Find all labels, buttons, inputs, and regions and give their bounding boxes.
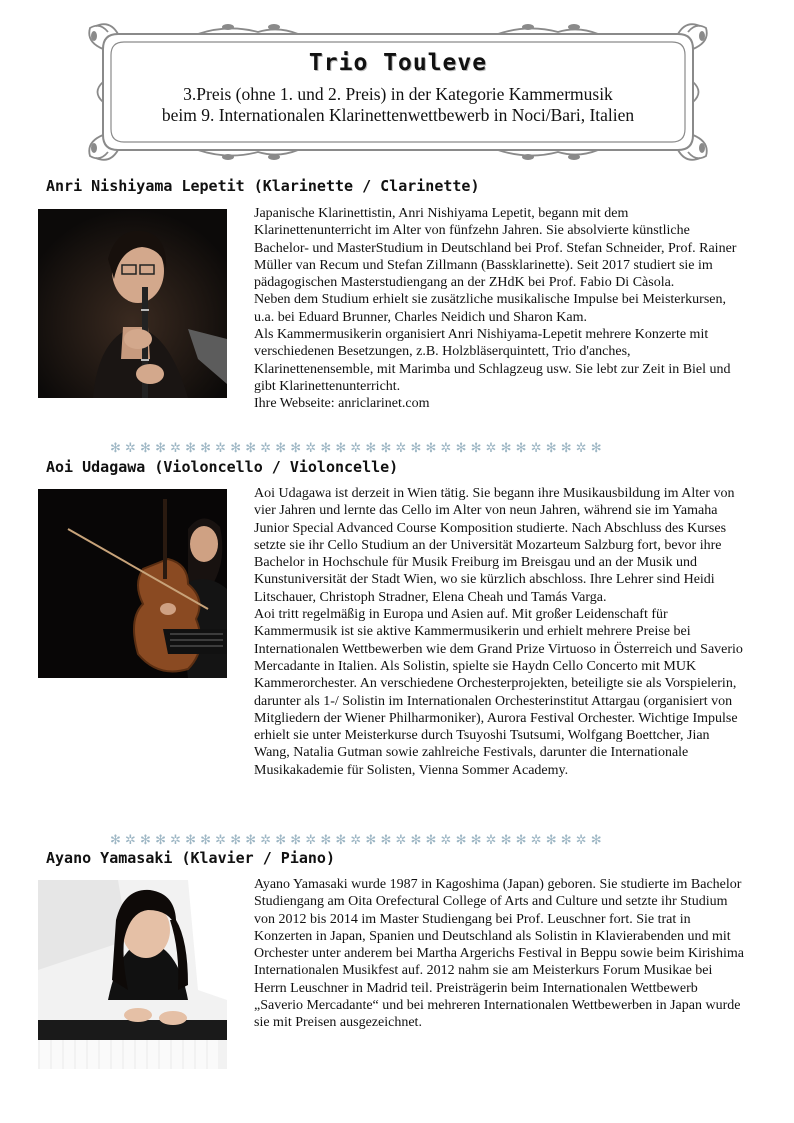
page-title: Trio Touleve bbox=[308, 50, 488, 76]
bio-paragraph: Aoi tritt regelmäßig in Europa und Asien auf. Mit großer Leidenschaft für Kammermusik ist sie aktive Kammermusikerin und erhielt mehrere Preise bei Internationalen Wettbewerben wie dem Grand Prize Virtuoso in Österreich und Saverio Mercadante in Italien. Als Solistin, spielte sie Haydn Cello Concerto mit MUK Kammerorchester. An verschiedene Orchesterprojekten, beteiligte sie als Vorspielerin, darunter als 1-/ Solistin im Internationalen Orchesterinstitut Attargau (organisiert von Mitgliedern der Wiener Philharmoniker), Aurora Festival Orchester. Wichtige Impulse erhielt sie unter Meisterkurse durch Tsuyoshi Tsutsumi, Wolfgang Boettcher, Jian Wang, Natalia Gutman sowie zahlreiche Festivals, darunter die Internationale Musikakademie für Solisten, Vienna Sommer Academy. bbox=[254, 607, 743, 778]
bio-paragraph: Aoi Udagawa ist derzeit in Wien tätig. Sie begann ihre Musikausbildung im Alter von vier Jahren und lernte das Cello im Alter von neun Jahren, während sie im Yamaha Junior Special Advanced Course Komposition studierte. Nach Abschluss des Kurses setzte sie ihr Cello Studium an der Universität Mozarteum Salzburg fort, bevor ihre Bachelor in Hochschule für Musik Freiburg im Breisgau und an der Musik und Kunstuniversität der Stadt Wien, wo sie kürzlich abschloss. Ihre Lehrer sind Heidi Litschauer, Christoph Stradner, Elena Cheah und Tamás Varga. bbox=[254, 486, 735, 605]
snowflake-row-icon bbox=[110, 441, 690, 455]
section-heading-piano: Ayano Yamasaki (Klavier / Piano) bbox=[46, 849, 335, 867]
cellist-photo-icon bbox=[38, 489, 227, 678]
svg-text:✻ ✲ ✻ ✻ ✲ ✻ ✻ ✲ ✻ ✻ ✲ ✻ ✻ ✲ ✻: ✻ ✲ ✻ ✻ ✲ ✻ ✻ ✲ ✻ ✻ ✲ ✻ ✻ ✲ ✻ ✻ ✲ ✻ ✻ ✲ ✻ ✻ ✲ ✻ ✻ ✲ ✻ ✻ ✲ ✻ ✻ ✲ ✻ bbox=[110, 441, 602, 455]
photo-pianist bbox=[38, 880, 227, 1069]
subtitle-line: 3.Preis (ohne 1. und 2. Preis) in der Kategorie Kammermusik bbox=[183, 84, 613, 104]
bio-paragraph: Als Kammermusikerin organisiert Anri Nishiyama-Lepetit mehrere Konzerte mit verschiedenen Besetzungen, z.B. Holzbläserquintett, Trio d'anches, Klarinettenensemble, mit Marimba und Schlagzeug usw. Sie lebt zur Zeit in Biel und gibt Klarinettenunterricht. bbox=[254, 327, 731, 394]
bio-paragraph: Ihre Webseite: anriclarinet.com bbox=[254, 396, 430, 412]
bio-paragraph: Neben dem Studium erhielt sie zusätzliche musikalische Impulse bei Meisterkursen, u.a. bei Eduard Brunner, Charles Neidich und Sharon Kam. bbox=[254, 292, 726, 325]
pianist-photo-icon bbox=[38, 880, 227, 1069]
section-heading-clarinet: Anri Nishiyama Lepetit (Klarinette / Clarinette) bbox=[46, 177, 480, 195]
svg-text:✻ ✲ ✻ ✻ ✲ ✻ ✻ ✲ ✻ ✻ ✲ ✻ ✻ ✲ ✻: ✻ ✲ ✻ ✻ ✲ ✻ ✻ ✲ ✻ ✻ ✲ ✻ ✻ ✲ ✻ ✻ ✲ ✻ ✻ ✲ ✻ ✻ ✲ ✻ ✻ ✲ ✻ ✻ ✲ ✻ ✻ ✲ ✻ bbox=[110, 833, 602, 847]
clarinetist-photo-icon bbox=[38, 209, 227, 398]
title-frame bbox=[78, 22, 718, 162]
subtitle-line: beim 9. Internationalen Klarinettenwettbewerb in Noci/Bari, Italien bbox=[161, 105, 635, 125]
photo-cellist bbox=[38, 489, 227, 678]
photo-clarinetist bbox=[38, 209, 227, 398]
snowflake-row-icon bbox=[110, 833, 690, 847]
snowflake-divider bbox=[110, 440, 690, 454]
bio-piano bbox=[254, 876, 748, 1032]
bio-cello bbox=[254, 485, 748, 779]
bio-paragraph: Japanische Klarinettistin, Anri Nishiyama Lepetit, begann mit dem Klarinettenunterricht im Alter von fünfzehn Jahren. Sie absolvierte künstliche Bachelor- und MasterStudium in Deutschland bei Prof. Stefan Schneider, Prof. Rainer Müller van Recum und Stefan Zillmann (Bassklarinette). Seit 2017 studiert sie im pädagogischen Masterstudiengang an der ZHdK bei Prof. Fabio Di Càsola. bbox=[254, 206, 737, 291]
bio-clarinet bbox=[254, 205, 748, 413]
bio-paragraph: Ayano Yamasaki wurde 1987 in Kagoshima (Japan) geboren. Sie studierte im Bachelor Studiengang am Oita Orefectural College of Arts and Culture und setzte ihr Studium von 2012 bis 2014 im Master Studiengang bei Prof. Leuschner fort. Sie trat in Konzerten in Japan, Spanien und Deutschland als Solistin in Klavierabenden und mit Orchester unter anderem bei Martha Argerichs Festival in Beppu sowie beim Kirishima Internationalen Musikfest auf. 2012 nahm sie am Meisterkurs Forum Musikae bei Herrn Leuschner in Madrid teil. Preisträgerin beim Internationalen Wettbewerb „Saverio Mercadante“ und bei mehreren Internationalen Wettbewerben in Japan wurde sie mit Preisen ausgezeichnet. bbox=[254, 877, 744, 1031]
section-heading-cello: Aoi Udagawa (Violoncello / Violoncelle) bbox=[46, 458, 399, 476]
page-subtitle bbox=[78, 84, 718, 126]
snowflake-divider bbox=[110, 832, 690, 846]
